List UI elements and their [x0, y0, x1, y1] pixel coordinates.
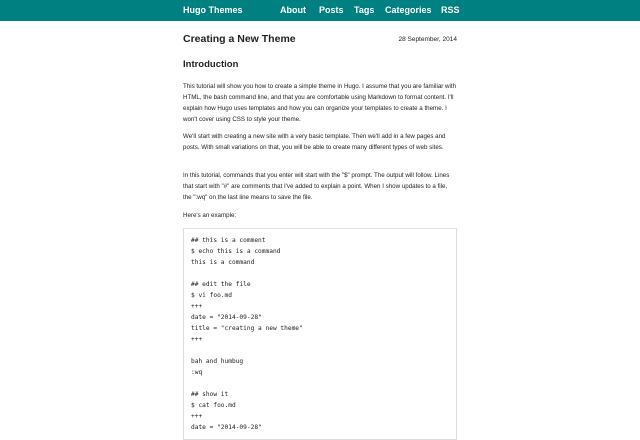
code-line: bah and humbug: [191, 358, 244, 365]
post-date: 28 September, 2014: [398, 36, 457, 43]
code-line: title = "creating a new theme": [191, 325, 303, 332]
code-line: $ cat foo.md: [191, 402, 236, 409]
code-line: this is a command: [191, 259, 255, 266]
code-line: +++: [191, 303, 203, 310]
intro-paragraph-1: This tutorial will show you how to create a simple theme in Hugo. I assume that you are familiar with HTML, the bash command line, and that you are comfortable using Markdown to format content. I'll explain how Hugo uses templates and how you can organize your templates to create a theme. I won't cover using CSS to style your theme.: [183, 83, 457, 123]
code-line: $ echo this is a command: [191, 248, 281, 255]
nav-link-rss[interactable]: RSS: [441, 5, 460, 15]
nav-link-about[interactable]: About: [280, 5, 306, 15]
code-line: ## edit the file: [191, 281, 251, 288]
code-line: ## this is a comment: [191, 237, 266, 244]
intro-paragraph-4: Here's an example:: [183, 212, 237, 219]
code-line: :wq: [191, 369, 203, 376]
code-line: +++: [191, 336, 203, 343]
nav-link-tags[interactable]: Tags: [354, 5, 375, 15]
code-line: +++: [191, 413, 203, 420]
code-example-block: [183, 228, 457, 440]
nav-link-posts[interactable]: Posts: [319, 5, 344, 15]
code-line: date = "2014-09-28": [191, 314, 262, 321]
intro-paragraph-2: We'll start with creating a new site with a very basic template. Then we'll add in a few pages and posts. With small variations on that, you will be able to create many different types of web sites.: [183, 133, 446, 151]
intro-paragraph-3: In this tutorial, commands that you enter will start with the "$" prompt. The output will follow. Lines that start with "#" are comments that I've added to explain a point. When I show updates to a file, the ":wq" on the last line means to save the file.: [183, 172, 450, 201]
code-line: ## show it: [191, 391, 229, 398]
nav-link-categories[interactable]: Categories: [385, 5, 432, 15]
code-line: $ vi foo.md: [191, 292, 232, 299]
top-navbar: [0, 0, 640, 21]
post-title: Creating a New Theme: [183, 33, 296, 45]
code-line: date = "2014-09-28": [191, 424, 262, 431]
site-brand-link[interactable]: Hugo Themes: [183, 5, 243, 15]
section-heading-introduction: Introduction: [183, 59, 239, 70]
